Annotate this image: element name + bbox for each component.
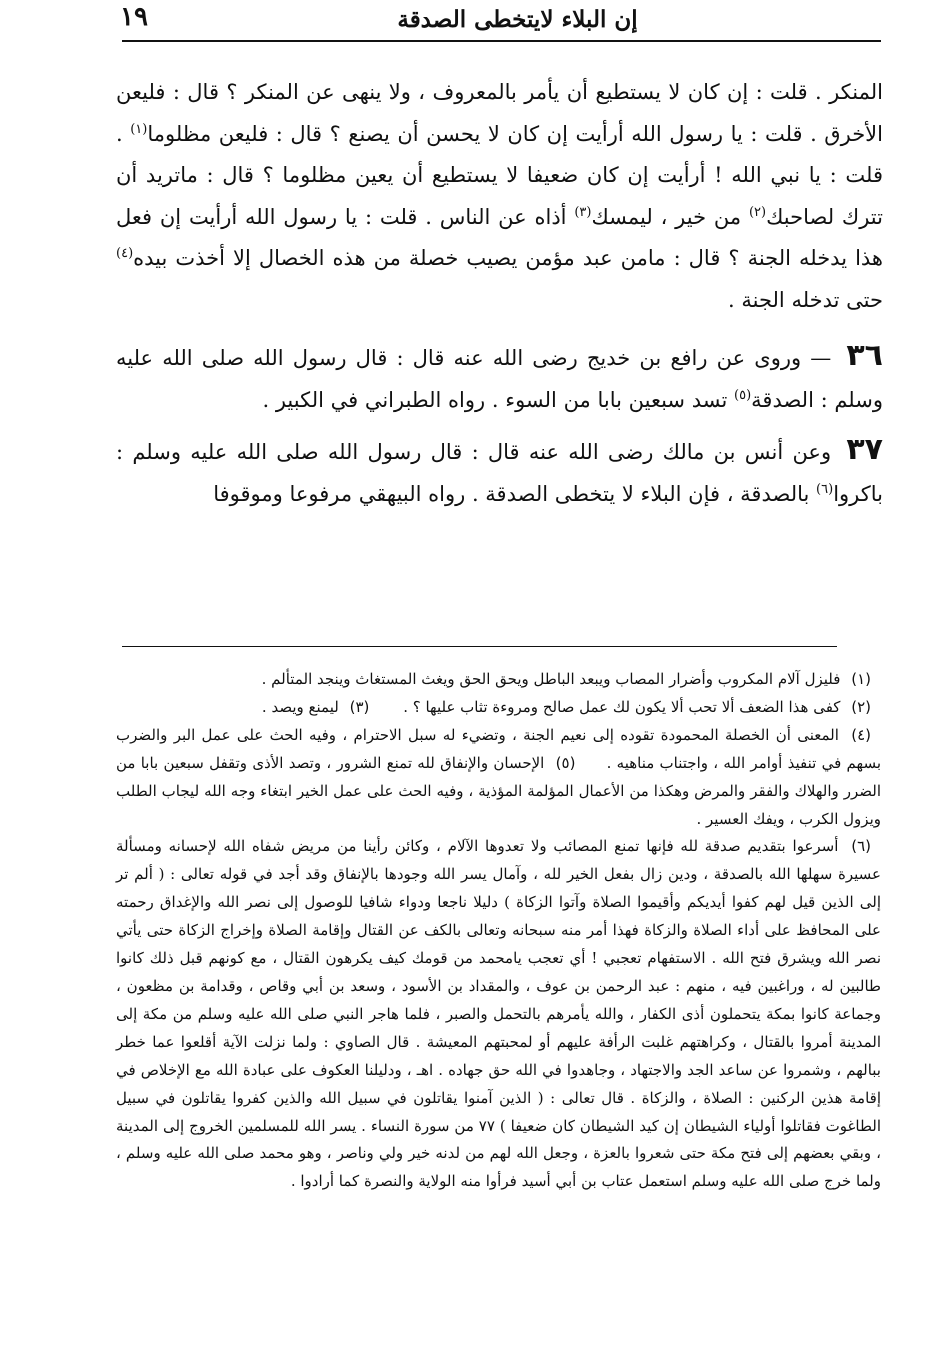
running-title: إن البلاء لايتخطى الصدقة [397, 6, 638, 33]
footnote-number: (٥) [555, 753, 576, 772]
footnote-ref: (٢) [748, 204, 767, 220]
footnotes [116, 666, 881, 1196]
header-rule [122, 40, 881, 42]
footnote-text: فليزل آلام المكروب وأضرار المصاب ويبعد الباطل ويحق الحق ويغث المستغاث وينجد المتألم . [261, 670, 841, 688]
footnote-ref: (٣) [574, 204, 592, 220]
footnote-ref: (١) [130, 121, 148, 137]
page-header [120, 2, 885, 38]
footnote-separator [122, 646, 837, 647]
footnote-number: (١) [851, 670, 871, 688]
text-run: تسد سبعين بابا من السوء . رواه الطبراني في الكبير . [262, 387, 728, 412]
footnote-number: (٤) [851, 725, 871, 744]
footnote-text: الإحسان والإنفاق لله تمنع الشرور ، وتصد الأذى وتقفل سبعين بابا من الضرر والهلاك والفقر والمرض وهكذا من الأعمال المؤلمة المؤذية ، وفيه الحث على عمل الخير ابتغاء وجه الله ليجاب الطلب ويزول الكرب ، ويفك العسير . [116, 753, 881, 828]
footnote-number: (٦) [851, 837, 871, 856]
text-run: . قلت : يا نبي الله ! أرأيت إن كان ضعيفا لا يستطيع أن يعين مظلوما ؟ قال : ماتريد أن تترك لصاحبك [116, 121, 883, 229]
hadith-number: ٣٦ [846, 338, 883, 373]
footnote-6 [116, 833, 881, 1196]
footnote-text: المعنى أن الخصلة المحمودة تقوده إلى نعيم الجنة ، وتضيء له سبل الاحترام ، وفيه الحث على عمل البر والضرب بسهم في تنفيذ أوامر الله ، واجتناب مناهيه . [116, 725, 881, 772]
text-run: — وروى عن رافع بن خديج رضى الله عنه قال : قال رسول الله صلى الله عليه وسلم : الصدقة [116, 346, 883, 412]
footnote-text: كفى هذا الضعف ألا تحب ألا يكون لك عمل صالح ومروءة تثاب عليها ؟ . [403, 697, 841, 716]
text-run: أذاه عن الناس . قلت : يا رسول الله أرأيت إن فعل هذا يدخله الجنة ؟ قال : مامن عبد مؤمن يصيب خصلة من هذه الخصال إلا أخذت بيده [116, 204, 883, 270]
hadith-number: ٣٧ [846, 432, 883, 467]
main-text [116, 72, 883, 515]
footnote-4-5 [116, 722, 881, 834]
footnote-ref: (٥) [734, 387, 752, 403]
footnote-ref: (٦) [816, 481, 834, 497]
footnote-number: (٢) [851, 697, 871, 716]
footnote-1 [116, 666, 881, 694]
text-run: وعن أنس بن مالك رضى الله عنه قال : قال رسول الله صلى الله عليه وسلم : باكروا [116, 440, 883, 506]
footnote-number: (٣) [349, 697, 370, 716]
text-run: المنكر . قلت : إن كان لا يستطيع أن يأمر بالمعروف ، ولا ينهى عن المنكر ؟ قال : فليعن الأخرق . قلت : يا رسول الله أرأيت إن كان لا يحسن أن يصنع ؟ قال : فليعن مظلوما [116, 80, 883, 146]
footnote-text: أسرعوا بتقديم صدقة لله فإنها تمنع المصائب ولا تعدوها الآلام ، وكائن رأينا من مريض شفاه الله لإحسانه ومسألة عسيرة سهلها الله بالصدقة ، ودين زال بفعل الخير لله ، وآمال يسر الله وجودها بالإنفاق وقد أجد في قوله تعالى : ( ألم تر إلى الذين قيل لهم كفوا أيديكم وأقيموا الصلاة وآتوا الزكاة ) دليلا ناجعا ودواء شافيا للوصول إلى نصر الله والإغداق رحمته على المحافظ على أداء الصلاة والزكاة فهذا أمر منه سبحانه وتعالى بالكف عن القتال وإقامة الصلاة وإخراج الزكاة حتى يأتي نصر الله ويشرق فتح الله . الاستفهام تعجبي ! أي تعجب يامحمد من قومك كيف يكرهون القتال ، مع كونهم قبل ذلك كانوا طالبين له ، وراغبين فيه ، منهم : عبد الرحمن بن عوف ، والمقداد بن الأسود ، وسعد بن أبي وقاص ، وقدامة بن مظعون ، وجماعة كانوا بمكة يتحملون أذى الكفار ، والله يأمرهم بالتحمل والصبر ، فلما هاجر النبي صلى الله عليه وسلم من مكة إلى المدينة أمروا بالقتال ، وكراهتهم غلبت الرأفة عليهم أو لمحبتهم المعيشة . قال الصاوي : ولما نزلت الآية أقلعوا عما خطر ببالهم ، وشمروا عن ساعد الجد والاجتهاد ، وجاهدوا في الله حق جهاده . اهـ ، ودليلنا العكوف على عبادة الله مع الإخلاص في إقامة هذين الركنين : الصلاة ، والزكاة . قال تعالى : ( الذين آمنوا يقاتلون في سبيل الله والذين كفروا يقاتلون في سبيل الطاغوت فقاتلوا أولياء الشيطان إن كيد الشيطان كان ضعيفا ) ٧٧ من سورة النساء . يسر الله للمسلمين الخروج إلى المدينة ، وبقي بعضهم إلى فتح مكة حتى شعروا بالعزة ، وجعل الله لهم من لدنه خير ولي وناصر ، وهو محمد صلى الله عليه وسلم ، ولما خرج صلى الله عليه وسلم استعمل عتاب بن أبي أسيد فرأوا منه الولاية والنصرة كما أرادوا . [116, 837, 882, 1191]
hadith-37 [116, 429, 883, 515]
footnote-text: ليمنع ويصد . [261, 697, 339, 716]
text-run: بالصدقة ، فإن البلاء لا يتخطى الصدقة . رواه البيهقي مرفوعا وموقوفا [213, 481, 810, 506]
text-run: حتى تدخله الجنة . [728, 287, 883, 312]
text-run: من خير ، ليمسك [591, 204, 742, 229]
footnote-2-3 [116, 694, 881, 722]
page-number: ١٩ [120, 2, 148, 32]
hadith-35-continuation [116, 72, 883, 321]
hadith-36 [116, 335, 883, 421]
footnote-ref: (٤) [116, 246, 134, 261]
